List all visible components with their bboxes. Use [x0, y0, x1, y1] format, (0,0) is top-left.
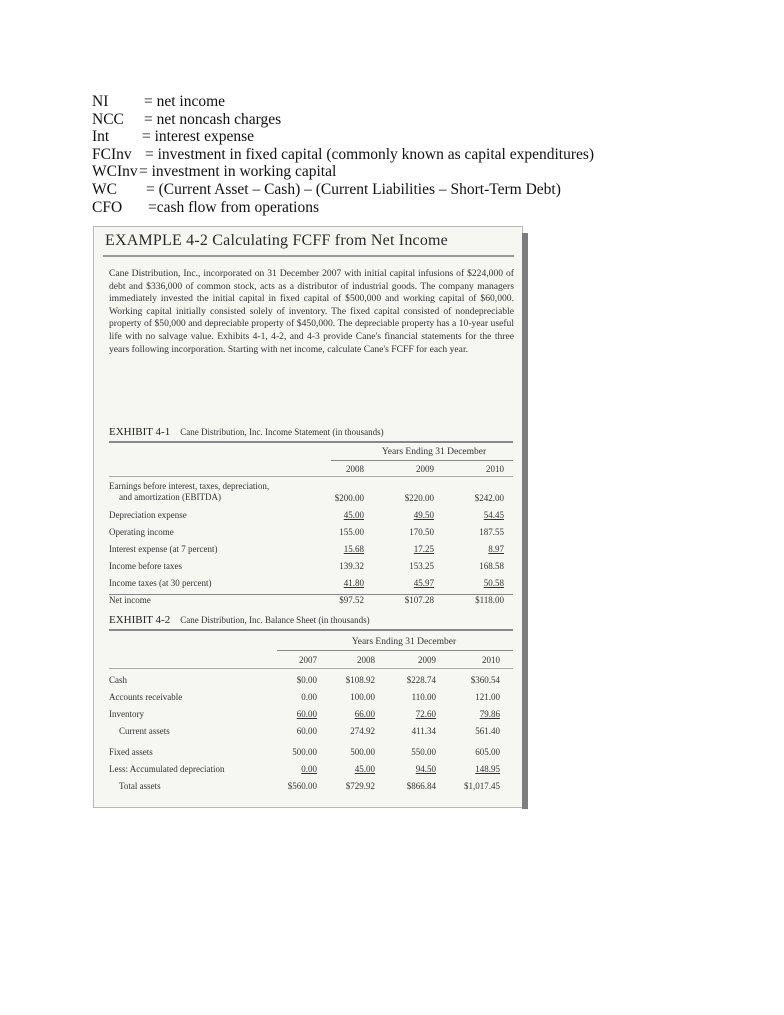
definition-term: Int [92, 128, 110, 146]
cell-taxes-2009: 45.97 [413, 578, 434, 588]
year-2008: 2008 [357, 655, 375, 665]
cell-acc-dep-2008: 45.00 [354, 764, 375, 774]
cell-interest-2009: 17.25 [413, 544, 434, 554]
exhibit-4-1-caption: Cane Distribution, Inc. Income Statement (in thousands) [180, 427, 384, 437]
cell-interest-2010: 8.97 [488, 544, 504, 554]
cell-net-income-2009: $107.28 [404, 595, 434, 605]
cell-operating-income-2010: 187.55 [479, 527, 504, 537]
year-2010: 2010 [482, 655, 500, 665]
row-label-inventory: Inventory [109, 709, 144, 719]
definition-text: = net income [144, 93, 226, 110]
cell-cash-2009: $228.74 [406, 675, 436, 685]
table-header-rule [109, 476, 513, 477]
cell-total-assets-2008: $729.92 [345, 781, 375, 791]
cell-ibt-2010: 168.58 [479, 561, 504, 571]
definitions-list [92, 93, 594, 216]
cell-acc-dep-2007: 0.00 [301, 764, 317, 774]
row-label-ebitda: Earnings before interest, taxes, depreciation, [109, 481, 270, 491]
cell-depreciation-2009: 49.50 [413, 510, 434, 520]
cell-current-assets-2009: 411.34 [411, 726, 436, 736]
cell-net-income-2008: $97.52 [339, 595, 364, 605]
definition-cfo [92, 199, 594, 217]
example-title: EXAMPLE 4-2 Calculating FCFF from Net Income [105, 232, 448, 249]
definition-text: = investment in fixed capital (commonly known as capital expenditures) [145, 145, 595, 163]
cell-inventory-2009: 72.60 [415, 709, 436, 719]
definition-wc [92, 181, 594, 199]
cell-ar-2009: 110.00 [411, 692, 436, 702]
definition-ncc [92, 111, 594, 129]
definition-int [92, 128, 594, 146]
cell-inventory-2008: 66.00 [354, 709, 375, 719]
cell-depreciation-2008: 45.00 [343, 510, 364, 520]
year-2009: 2009 [418, 655, 436, 665]
cell-ibt-2008: 139.32 [339, 561, 364, 571]
row-label-operating-income: Operating income [109, 527, 174, 537]
definition-term: WCInv [92, 163, 138, 181]
exhibit-4-2-label: EXHIBIT 4-2 [109, 614, 171, 626]
cell-ibt-2009: 153.25 [409, 561, 434, 571]
cell-ebitda-2008: $200.00 [334, 493, 364, 503]
exhibit-4-1-bottom-rule [109, 594, 513, 595]
row-label-income-taxes: Income taxes (at 30 percent) [109, 578, 212, 588]
cell-ar-2010: 121.00 [475, 692, 500, 702]
cell-taxes-2010: 50.58 [483, 578, 504, 588]
definition-term: FCInv [92, 145, 132, 163]
exhibit-4-2-caption: Cane Distribution, Inc. Balance Sheet (in thousands) [180, 615, 370, 625]
row-label-depreciation: Depreciation expense [109, 510, 187, 520]
scan-edge-shadow [522, 233, 528, 809]
balance-sheet-table [109, 631, 513, 801]
exhibit-4-1-heading [109, 426, 384, 438]
cell-inventory-2007: 60.00 [296, 709, 317, 719]
cell-cash-2008: $108.92 [345, 675, 375, 685]
cell-interest-2008: 15.68 [343, 544, 364, 554]
years-ending-header: Years Ending 31 December [351, 637, 457, 647]
cell-total-assets-2010: $1,017.45 [464, 781, 500, 791]
cell-current-assets-2007: 60.00 [296, 726, 317, 736]
cell-taxes-2008: 41.80 [343, 578, 364, 588]
cell-ebitda-2009: $220.00 [404, 493, 434, 503]
example-paragraph: Cane Distribution, Inc., incorporated on 31 December 2007 with initial capital infusions of $224,000 of debt and $336,000 of common stock, acts as a distributor of industrial goods. The company managers immediately invested the initial capital in fixed capital of $500,000 and working capital of $60,000. Working capital initially consisted solely of inventory. The fixed capital consisted of nondepreciable property of $50,000 and depreciable property of $450,000. The depreciable property has a 10-year useful life with no salvage value. Exhibits 4-1, 4-2, and 4-3 provide Cane's financial statements for the three years following incorporation. Starting with net income, calculate Cane's FCFF for each year. [109, 268, 514, 355]
definition-fcinv [92, 146, 594, 164]
definition-text: = net noncash charges [144, 110, 282, 128]
cell-total-assets-2007: $560.00 [287, 781, 317, 791]
definition-ni [92, 93, 594, 111]
row-label-income-before-taxes: Income before taxes [109, 561, 182, 571]
year-2010: 2010 [486, 464, 504, 474]
cell-fixed-assets-2008: 500.00 [350, 747, 375, 757]
cell-operating-income-2008: 155.00 [339, 527, 364, 537]
years-ending-header: Years Ending 31 December [381, 447, 487, 457]
year-2007: 2007 [299, 655, 317, 665]
definition-term: CFO [92, 198, 123, 216]
cell-operating-income-2009: 170.50 [409, 527, 434, 537]
cell-fixed-assets-2007: 500.00 [292, 747, 317, 757]
row-label-ebitda-cont: and amortization (EBITDA) [119, 492, 221, 502]
cell-total-assets-2009: $866.84 [406, 781, 436, 791]
cell-cash-2007: $0.00 [296, 675, 317, 685]
cell-net-income-2010: $118.00 [475, 595, 504, 605]
cell-depreciation-2010: 54.45 [483, 510, 504, 520]
example-title-rule [103, 255, 514, 257]
row-label-net-income: Net income [109, 595, 151, 605]
years-header-rule [277, 650, 513, 651]
scanned-textbook-image [93, 226, 523, 808]
income-statement-table [109, 443, 513, 605]
definition-term: NI [92, 93, 109, 110]
cell-fixed-assets-2009: 550.00 [411, 747, 436, 757]
cell-inventory-2010: 79.86 [479, 709, 500, 719]
years-header-rule [331, 460, 513, 461]
row-label-fixed-assets: Fixed assets [109, 747, 153, 757]
cell-ar-2008: 100.00 [350, 692, 375, 702]
definition-text: = (Current Asset – Cash) – (Current Liabilities – Short-Term Debt) [146, 180, 561, 198]
year-2008: 2008 [346, 464, 364, 474]
row-label-current-assets: Current assets [119, 726, 170, 736]
row-label-accounts-receivable: Accounts receivable [109, 692, 183, 702]
cell-ebitda-2010: $242.00 [474, 493, 504, 503]
cell-acc-dep-2010: 148.95 [475, 764, 500, 774]
row-label-accumulated-depreciation: Less: Accumulated depreciation [109, 764, 225, 774]
definition-term: NCC [92, 110, 124, 128]
definition-wcinv [92, 163, 594, 181]
row-label-interest-expense: Interest expense (at 7 percent) [109, 544, 218, 554]
table-header-rule [109, 668, 513, 669]
exhibit-4-2-heading [109, 614, 370, 626]
cell-ar-2007: 0.00 [301, 692, 317, 702]
definition-text: = interest expense [142, 128, 255, 146]
cell-current-assets-2008: 274.92 [350, 726, 375, 736]
definition-term: WC [92, 180, 117, 198]
cell-fixed-assets-2010: 605.00 [475, 747, 500, 757]
cell-current-assets-2010: 561.40 [475, 726, 500, 736]
definition-text: = investment in working capital [139, 163, 337, 181]
row-label-total-assets: Total assets [119, 781, 161, 791]
cell-acc-dep-2009: 94.50 [415, 764, 436, 774]
cell-cash-2010: $360.54 [470, 675, 500, 685]
definition-text: =cash flow from operations [148, 198, 320, 216]
exhibit-4-1-label: EXHIBIT 4-1 [109, 426, 171, 438]
row-label-cash: Cash [109, 675, 127, 685]
year-2009: 2009 [416, 464, 434, 474]
